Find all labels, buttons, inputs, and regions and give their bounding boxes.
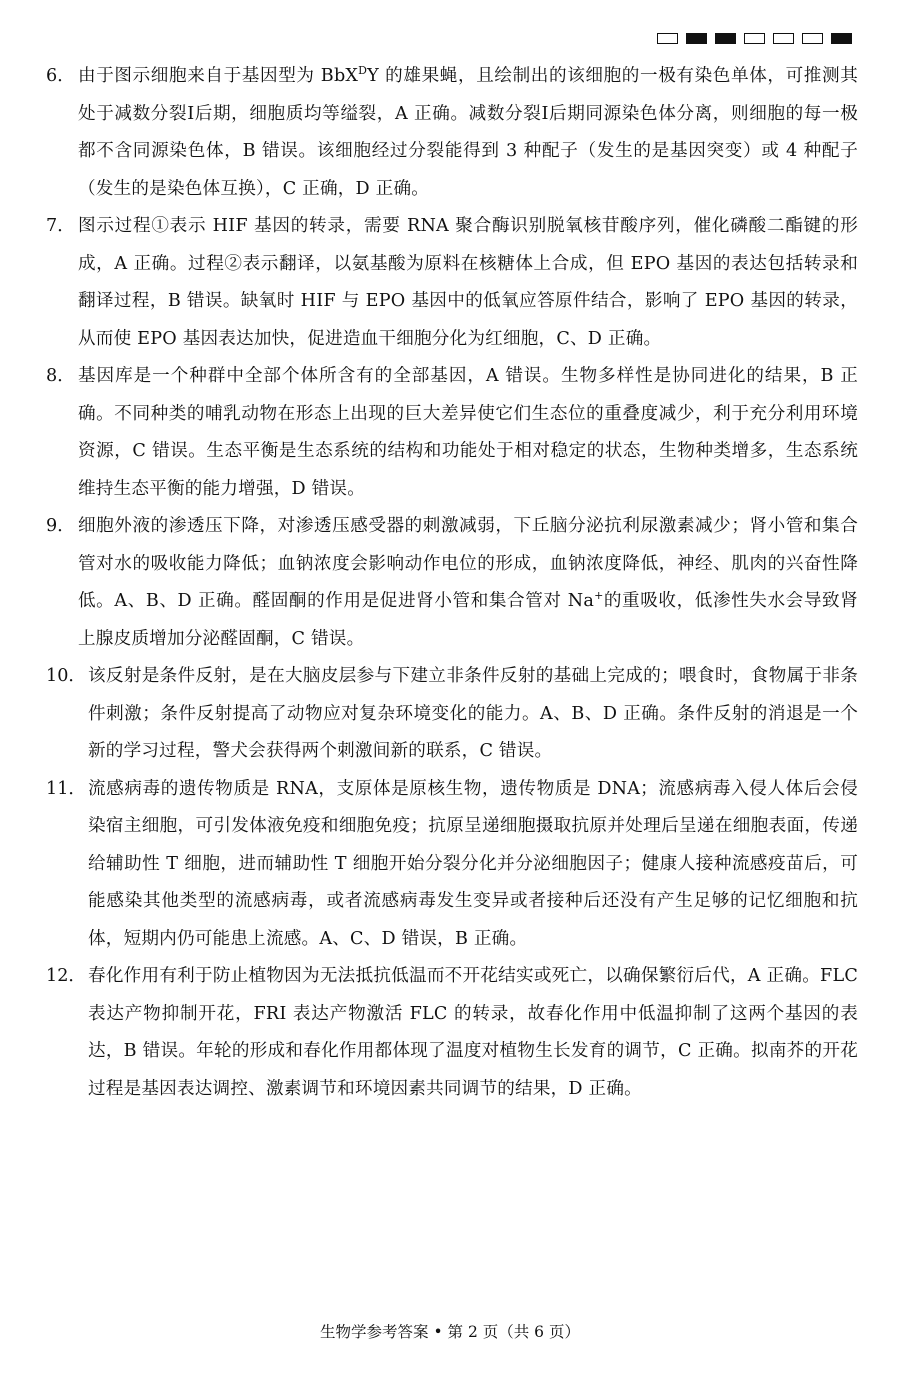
marker-box-empty bbox=[744, 33, 765, 44]
item-number: 9． bbox=[46, 516, 75, 536]
marker-box-filled bbox=[686, 33, 707, 44]
item-text: 基因库是一个种群中全部个体所含有的全部基因，A 错误。生物多样性是协同进化的结果，B 正确。不同种类的哺乳动物在形态上出现的巨大差异使它们生态位的重叠度减少，利于充分利用环境资源，C 错误。生态平衡是生态系统的结构和功能处于相对稳定的状态，生物种类增多，生态系统维持生态平衡的能力增强，D 错误。 bbox=[78, 366, 858, 499]
item-text: 细胞外液的渗透压下降，对渗透压感受器的刺激减弱，下丘脑分泌抗利尿激素减少；肾小管和集合管对水的吸收能力降低；血钠浓度会影响动作电位的形成，血钠浓度降低，神经、肌肉的兴奋性降低。A、B、D 正确。醛固酮的作用是促进肾小管和集合管对 Na+的重吸收，低渗性失水会导致肾上腺皮质增加分泌醛固酮，C 错误。 bbox=[78, 516, 858, 649]
item-text: 春化作用有利于防止植物因为无法抵抗低温而不开花结实或死亡，以确保繁衍后代，A 正确。FLC 表达产物抑制开花，FRI 表达产物激活 FLC 的转录，故春化作用中低温抑制了这两个基因的表达，B 错误。年轮的形成和春化作用都体现了温度对植物生长发育的调节，C 正确。拟南芥的开花过程是基因表达调控、激素调节和环境因素共同调节的结果，D 正确。 bbox=[88, 966, 858, 1099]
item-text: 流感病毒的遗传物质是 RNA，支原体是原核生物，遗传物质是 DNA；流感病毒入侵人体后会侵染宿主细胞，可引发体液免疫和细胞免疫；抗原呈递细胞摄取抗原并处理后呈递在细胞表面，传递给辅助性 T 细胞，进而辅助性 T 细胞开始分裂分化并分泌细胞因子；健康人接种流感疫苗后，可能感染其他类型的流感病毒，或者流感病毒发生变异或者接种后还没有产生足够的记忆细胞和抗体，短期内仍可能患上流感。A、C、D 错误，B 正确。 bbox=[88, 778, 858, 949]
answer-item-6 bbox=[46, 58, 858, 208]
item-number: 6． bbox=[46, 66, 75, 86]
answer-item-10 bbox=[46, 658, 858, 771]
marker-box-filled bbox=[715, 33, 736, 44]
answer-item-9 bbox=[46, 508, 858, 658]
answer-item-11 bbox=[46, 771, 858, 959]
marker-box-empty bbox=[657, 33, 678, 44]
answer-item-7 bbox=[46, 208, 858, 358]
item-number: 10． bbox=[46, 666, 86, 686]
answer-item-8 bbox=[46, 358, 858, 508]
item-number: 12． bbox=[46, 966, 86, 986]
item-number: 11． bbox=[46, 778, 86, 799]
item-number: 7． bbox=[46, 216, 75, 236]
marker-box-filled bbox=[831, 33, 852, 44]
item-text: 该反射是条件反射，是在大脑皮层参与下建立非条件反射的基础上完成的；喂食时，食物属于非条件刺激；条件反射提高了动物应对复杂环境变化的能力。A、B、D 正确。条件反射的消退是一个新的学习过程，警犬会获得两个刺激间新的联系，C 错误。 bbox=[88, 666, 858, 761]
item-text: 由于图示细胞来自于基因型为 BbX$^D$Y 的雄果蝇，且绘制出的该细胞的一极有染色单体，可推测其处于减数分裂Ⅰ后期，细胞质均等缢裂，A 正确。减数分裂Ⅰ后期同源染色体分离，则细胞的每一极都不含同源染色体，B 错误。该细胞经过分裂能得到 3 种配子（发生的是基因突变）或 4 种配子（发生的是染色体互换），C 正确，D 正确。 bbox=[78, 64, 859, 199]
marker-box-empty bbox=[773, 33, 794, 44]
answer-item-12 bbox=[46, 958, 858, 1108]
item-number: 8． bbox=[46, 366, 75, 386]
page-footer: 生物学参考答案 • 第 2 页（共 6 页） bbox=[320, 1323, 580, 1341]
answer-list bbox=[46, 58, 858, 1108]
item-text: 图示过程①表示 HIF 基因的转录，需要 RNA 聚合酶识别脱氧核苷酸序列，催化磷酸二酯键的形成，A 正确。过程②表示翻译，以氨基酸为原料在核糖体上合成，但 EPO 基因的表达包括转录和翻译过程，B 错误。缺氧时 HIF 与 EPO 基因中的低氧应答原件结合，影响了 EPO 基因的转录，从而使 EPO 基因表达加快，促进造血干细胞分化为红细胞，C、D 正确。 bbox=[78, 216, 858, 349]
marker-box-empty bbox=[802, 33, 823, 44]
page-marker-boxes bbox=[657, 33, 852, 44]
